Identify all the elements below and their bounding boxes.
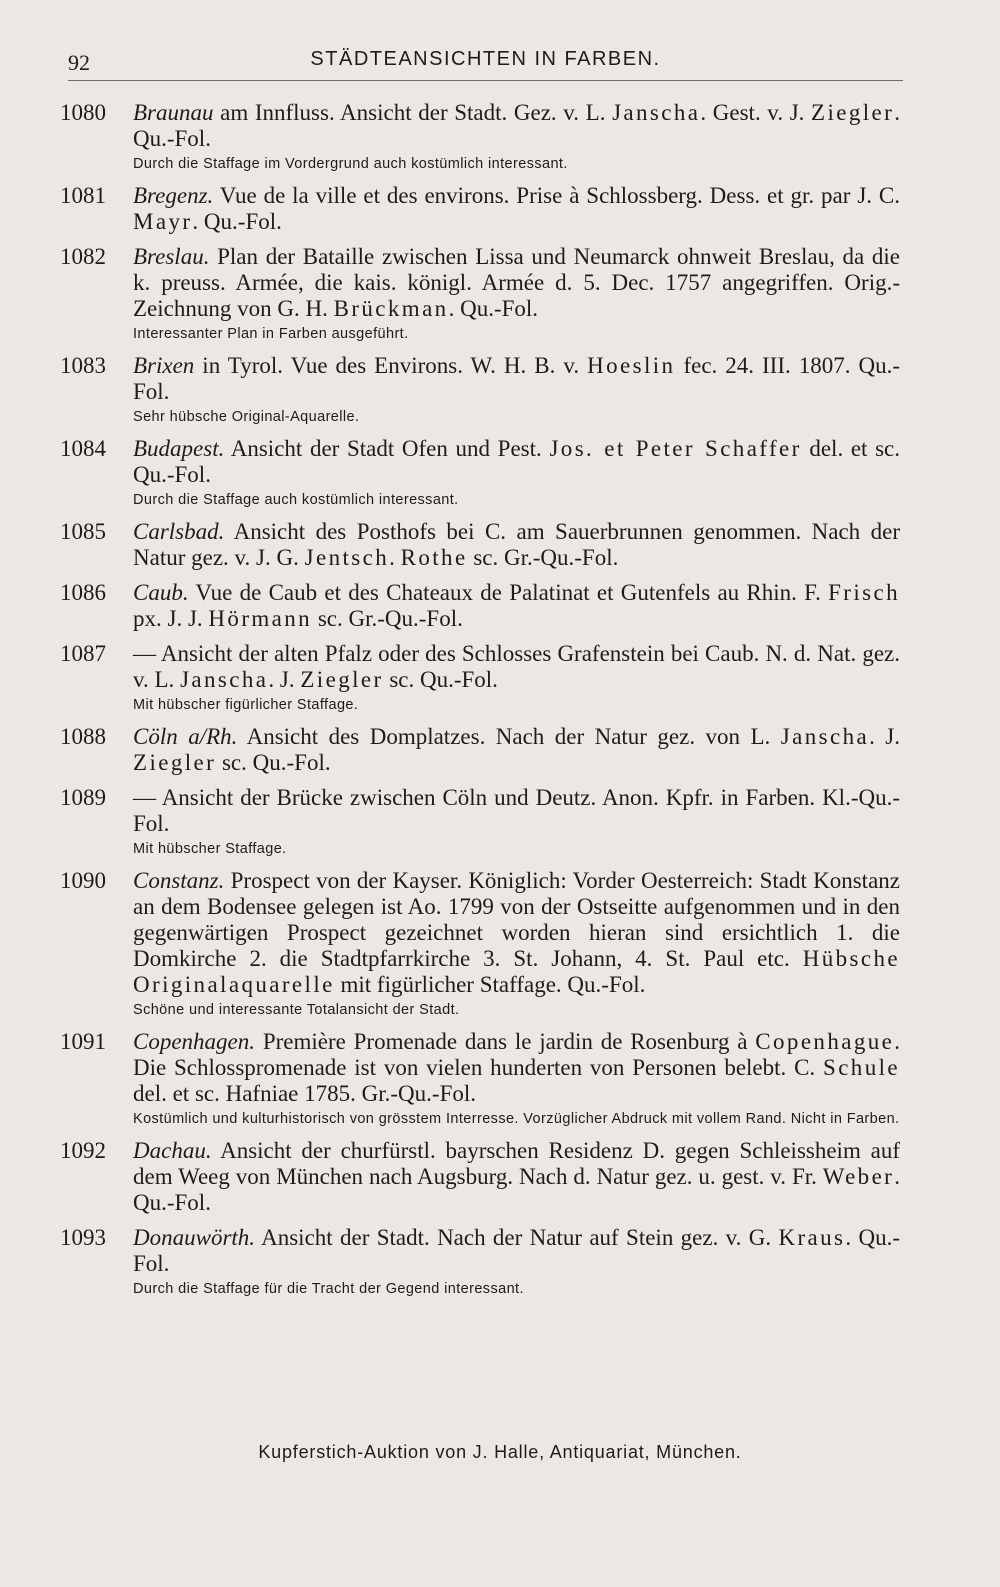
entry-description: [133, 1225, 900, 1277]
entry-artist-name: Kraus: [778, 1225, 846, 1250]
entry-artist-name: Brückman: [333, 296, 449, 321]
entry-text: . Gest. v. J.: [700, 100, 812, 125]
entry-text: . Qu.-Fol.: [133, 1164, 900, 1215]
entry-text: Ansicht des Posthofs bei C. am Sauerbrunnen genommen. Nach der Natur gez. v. J. G.: [133, 519, 900, 570]
entry-artist-name: Hörmann: [208, 606, 313, 631]
entry-artist-name: Hübsche Originalaquarelle: [133, 946, 900, 997]
entry-text: Vue de Caub et des Chateaux de Palatinat et Gutenfels au Rhin. F.: [188, 580, 829, 605]
entry-number: 1085: [60, 519, 106, 544]
entry-number: 1082: [60, 244, 106, 269]
entry-number: 1084: [60, 436, 106, 461]
entry-artist-name: Rothe: [400, 545, 468, 570]
entry-note: Mit hübscher figürlicher Staffage.: [133, 697, 359, 713]
entry-number: 1093: [60, 1225, 106, 1250]
catalog-entry: [60, 1138, 900, 1216]
entry-description: [133, 868, 900, 998]
entry-place-name: Budapest.: [133, 436, 225, 461]
entry-text: sc. Gr.-Qu.-Fol.: [467, 545, 619, 570]
entry-place-name: Donauwörth.: [133, 1225, 256, 1250]
catalog-entry: [60, 641, 900, 715]
entry-text: .: [389, 545, 401, 570]
entry-number: 1088: [60, 724, 106, 749]
entry-number: 1081: [60, 183, 106, 208]
entry-place-name: Brixen: [133, 353, 195, 378]
catalog-entry: [60, 519, 900, 571]
entry-place-name: Constanz.: [133, 868, 225, 893]
entry-number: 1091: [60, 1029, 106, 1054]
entry-artist-name: Jentsch: [304, 545, 390, 570]
entry-place-name: Caub.: [133, 580, 189, 605]
entry-note: Mit hübscher Staffage.: [133, 841, 287, 857]
entry-artist-name: Ziegler: [811, 100, 895, 125]
entry-text: am Innfluss. Ansicht der Stadt. Gez. v. L.: [213, 100, 613, 125]
catalog-entry: [60, 724, 900, 776]
entry-artist-name: Mayr: [133, 209, 193, 234]
entry-text: Vue de la ville et des environs. Prise à Schlossberg. Dess. et gr. par J. C.: [213, 183, 900, 208]
entry-artist-name: Weber: [822, 1164, 895, 1189]
entry-description: [133, 353, 900, 405]
page-number: 92: [68, 50, 90, 75]
entry-artist-name: Ziegler: [300, 667, 384, 692]
entry-note: Durch die Staffage auch kostümlich interessant.: [133, 492, 459, 508]
entry-artist-name: Janscha: [780, 724, 870, 749]
entry-text: . Qu.-Fol.: [133, 1225, 900, 1276]
entry-number: 1083: [60, 353, 106, 378]
entry-description: [133, 183, 900, 235]
entry-description: [133, 1138, 900, 1216]
entry-text: px. J. J.: [133, 606, 209, 631]
entry-text: mit figürlicher Staffage. Qu.-Fol.: [334, 972, 646, 997]
entry-text: sc. Gr.-Qu.-Fol.: [312, 606, 463, 631]
entry-description: [133, 641, 900, 693]
entry-number: 1087: [60, 641, 106, 666]
entry-artist-name: Ziegler: [133, 750, 217, 775]
entry-text: . Qu.-Fol.: [448, 296, 539, 321]
entry-note: Durch die Staffage für die Tracht der Gegend interessant.: [133, 1281, 524, 1297]
entry-artist-name: Janscha: [180, 667, 269, 692]
entry-text: Première Promenade dans le jardin de Rosenburg à: [255, 1029, 756, 1054]
entry-description: [133, 1029, 900, 1107]
entry-number: 1086: [60, 580, 106, 605]
entry-artist-name: Janscha: [612, 100, 701, 125]
entry-note: Durch die Staffage im Vordergrund auch kostümlich interessant.: [133, 156, 568, 172]
entry-text: Ansicht der Stadt Ofen und Pest.: [224, 436, 550, 461]
entry-text: del. et sc. Hafniae 1785. Gr.-Qu.-Fol.: [133, 1081, 477, 1106]
entry-note: Sehr hübsche Original-Aquarelle.: [133, 409, 360, 425]
entry-text: Ansicht der churfürstl. bayrschen Residenz D. gegen Schleissheim auf dem Weeg von München nach Augsburg. Nach d. Natur gez. u. gest. v. Fr.: [133, 1138, 900, 1189]
entry-text: . Qu.-Fol.: [133, 100, 900, 151]
entry-note: Interessanter Plan in Farben ausgeführt.: [133, 326, 409, 342]
entry-text: . Qu.-Fol.: [192, 209, 282, 234]
catalog-entry: [60, 1225, 900, 1299]
entry-text: sc. Qu.-Fol.: [383, 667, 498, 692]
entry-text: in Tyrol. Vue des Environs. W. H. B. v.: [194, 353, 588, 378]
entry-description: [133, 580, 900, 632]
entry-text: — Ansicht der Brücke zwischen Cöln und Deutz. Anon. Kpfr. in Farben. Kl.-Qu.-Fol.: [133, 785, 900, 836]
catalog-entry: [60, 353, 900, 427]
entry-text: . J.: [268, 667, 301, 692]
entry-text: del. et sc. Qu.-Fol.: [133, 436, 901, 487]
entry-note: Schöne und interessante Totalansicht der Stadt.: [133, 1002, 460, 1018]
catalog-entry: [60, 580, 900, 632]
catalog-entry: [60, 1029, 900, 1129]
entry-text: Ansicht des Domplatzes. Nach der Natur gez. von L.: [237, 724, 781, 749]
entry-description: [133, 785, 900, 837]
entry-text: sc. Qu.-Fol.: [216, 750, 331, 775]
catalog-entry: [60, 785, 900, 859]
entry-place-name: Carlsbad.: [133, 519, 225, 544]
entry-place-name: Cöln a/Rh.: [133, 724, 238, 749]
entry-artist-name: Hoeslin: [587, 353, 676, 378]
entry-description: [133, 244, 900, 322]
entry-text: — Ansicht der alten Pfalz oder des Schlosses Grafenstein bei Caub. N. d. Nat. gez. v. L.: [133, 641, 900, 692]
entry-text: . Die Schlosspromenade ist von vielen hunderten von Personen belebt. C.: [133, 1029, 900, 1080]
entry-artist-name: Jos. et Peter Schaffer: [549, 436, 802, 461]
entry-description: [133, 100, 900, 152]
catalog-entry: [60, 100, 900, 174]
entry-note: Kostümlich und kulturhistorisch von grösstem Interresse. Vorzüglicher Abdruck mit vollem Rand. Nicht in Farben.: [133, 1111, 900, 1127]
entry-number: 1080: [60, 100, 106, 125]
entry-number: 1090: [60, 868, 106, 893]
entry-description: [133, 519, 900, 571]
catalog-entry: [60, 436, 900, 510]
entry-number: 1089: [60, 785, 106, 810]
page-footer: Kupferstich-Auktion von J. Halle, Antiquariat, München.: [258, 1442, 742, 1462]
entry-artist-name: Frisch: [828, 580, 900, 605]
entry-description: [133, 436, 900, 488]
entry-place-name: Dachau.: [133, 1138, 212, 1163]
catalog-entry: [60, 183, 900, 235]
entry-place-name: Bregenz.: [133, 183, 214, 208]
entry-number: 1092: [60, 1138, 106, 1163]
entry-text: . J.: [869, 724, 901, 749]
running-title: STÄDTEANSICHTEN IN FARBEN.: [310, 48, 661, 70]
catalog-entry: [60, 244, 900, 344]
entry-place-name: Copenhagen.: [133, 1029, 256, 1054]
entry-text: Plan der Bataille zwischen Lissa und Neumarck ohnweit Breslau, da die k. preuss. Armée, die kais. königl. Armée d. 5. Dec. 1757 angegriffen. Orig.-Zeichnung von G. H.: [133, 244, 900, 321]
entry-artist-name: Copenhague: [755, 1029, 895, 1054]
catalog-entries: [60, 100, 900, 1308]
entry-text: fec. 24. III. 1807. Qu.-Fol.: [133, 353, 900, 404]
page-header: [68, 44, 903, 81]
entry-place-name: Breslau.: [133, 244, 210, 269]
entry-text: Ansicht der Stadt. Nach der Natur auf Stein gez. v. G.: [255, 1225, 779, 1250]
entry-artist-name: Schule: [823, 1055, 900, 1080]
entry-place-name: Braunau: [133, 100, 214, 125]
catalog-entry: [60, 868, 900, 1020]
entry-description: [133, 724, 900, 776]
entry-text: Prospect von der Kayser. Königlich: Vorder Oesterreich: Stadt Konstanz an dem Bodensee gelegen ist Ao. 1799 von der Ostseitte aufgenommen und in den gegenwärtigen Prospect gezeichnet worden hieran sind ersichtlich 1. die Domkirche 2. die Stadtpfarrkirche 3. St. Johann, 4. St. Paul etc.: [133, 868, 900, 971]
